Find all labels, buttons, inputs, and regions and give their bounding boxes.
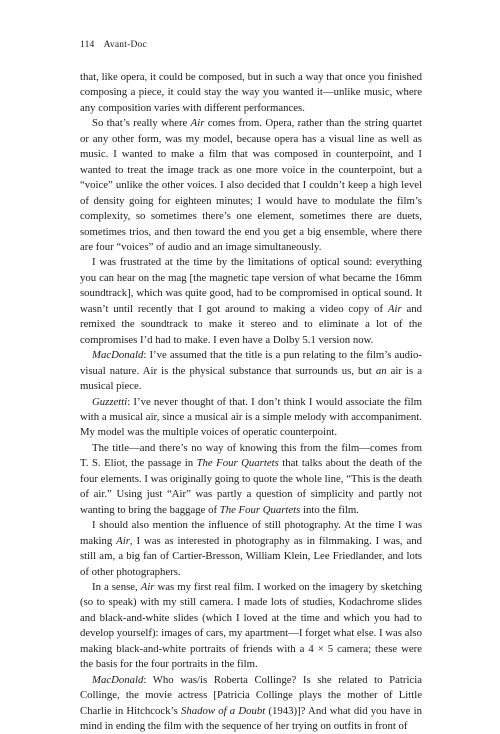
paragraph <box>80 673 422 734</box>
paragraph <box>80 441 422 518</box>
text-run: was my first real film. I worked on the imagery by sketching (so to speak) with my still camera. I made lots of studies, Kodachrome slides and black-and-white slides (which I loved at the time and which you had to develop yourself): images of cars, my apartment—I forget what else. I was also making black-and-white portraits of friends with a 4 × 5 camera; these were the basis for the four portraits in the film. <box>80 580 423 671</box>
italic-text-run: Air <box>140 580 155 593</box>
italic-text-run: Air <box>116 534 130 547</box>
italic-text-run: MacDonald <box>92 349 144 362</box>
italic-text-run: The Four Quartets <box>196 457 279 470</box>
page-number: 114 <box>80 40 95 50</box>
text-run: and remixed the soundtrack to make it stereo and to eliminate a lot of the compromises I’d had to make. I even have a Dolby 5.1 version now. <box>80 302 422 346</box>
body-text <box>80 70 422 734</box>
running-title: Avant-Doc <box>103 40 147 50</box>
paragraph <box>80 395 422 441</box>
italic-text-run: Air <box>190 117 205 130</box>
paragraph <box>80 255 422 348</box>
text-run: So that’s really where <box>92 117 191 130</box>
italic-text-run: Shadow of a Doubt <box>180 704 266 717</box>
paragraph <box>80 116 422 255</box>
text-run: The title—and there’s no way of knowing this from the film—comes from T. S. Eliot, the passage in <box>80 441 422 470</box>
text-run: : I’ve assumed that the title is a pun relating to the film’s audio-visual nature. Air is the physical substance that surrounds us, but <box>80 349 422 377</box>
running-head <box>80 40 147 50</box>
paragraph <box>80 70 422 116</box>
text-run: that talks about the death of the four elements. I was originally going to quote the whole line, “This is the death of air.” Using just “Air” was partly a question of simplicity and partly not wanting to bring the baggage of <box>80 457 423 516</box>
italic-text-run: Guzzetti <box>92 395 128 408</box>
text-run: (1943)]? And what did you have in mind in ending the film with the sequence of her trying on outfits in front of <box>80 704 422 733</box>
text-run: air is a musical piece. <box>80 364 422 393</box>
text-run: , I was as interested in photography as in filmmaking. I was, and still am, a big fan of Cartier-Bresson, William Klein, Lee Friedlander, and lots of other photographers. <box>80 534 422 578</box>
text-run: : Who was/is Roberta Collinge? Is she related to Patricia Collinge, the movie actress [Patricia Collinge plays the mother of Little Charlie in Hitchcock’s <box>80 673 422 717</box>
text-run: into the film. <box>300 503 359 516</box>
italic-text-run: MacDonald <box>92 673 144 686</box>
text-run: I should also mention the influence of still photography. At the time I was making <box>80 519 422 547</box>
italic-text-run: Air <box>387 302 402 315</box>
text-run: that, like opera, it could be composed, but in such a way that once you finished composing a piece, it could stay the way you wanted it—unlike music, where any composition varies with different performances. <box>80 71 422 114</box>
text-run: comes from. Opera, rather than the string quartet or any other form, was my model, because opera has a visual line as well as music. I wanted to make a film that was composed in counterpoint, and I wanted to treat the image track as one more voice in the counterpoint, but a “voice” unlike the other voices. I also decided that I couldn’t keep a high level of density going for eighteen minutes; I would have to modulate the film’s complexity, so sometimes there’s one element, sometimes there are duets, sometimes trios, and then toward the end you get a big ensemble, where there are four “voices” of audio and an image simultaneously. <box>80 117 422 253</box>
paragraph <box>80 580 422 673</box>
italic-text-run: The Four Quartets <box>219 503 301 516</box>
text-run: : I’ve never thought of that. I don’t think I would associate the film with a musical air, since a musical air is a simple melody with accompaniment. My model was the multiple voices of operatic counterpoint. <box>80 395 422 439</box>
paragraph <box>80 518 422 580</box>
paragraph <box>80 348 422 394</box>
italic-text-run: an <box>375 364 387 377</box>
text-run: I was frustrated at the time by the limitations of optical sound: everything you can hear on the mag [the magnetic tape version of what became the 16mm soundtrack], which was quite good, had to be compromised in optical sound. It wasn’t until recently that I got around to making a video copy of <box>80 256 422 315</box>
text-run: In a sense, <box>92 580 141 593</box>
